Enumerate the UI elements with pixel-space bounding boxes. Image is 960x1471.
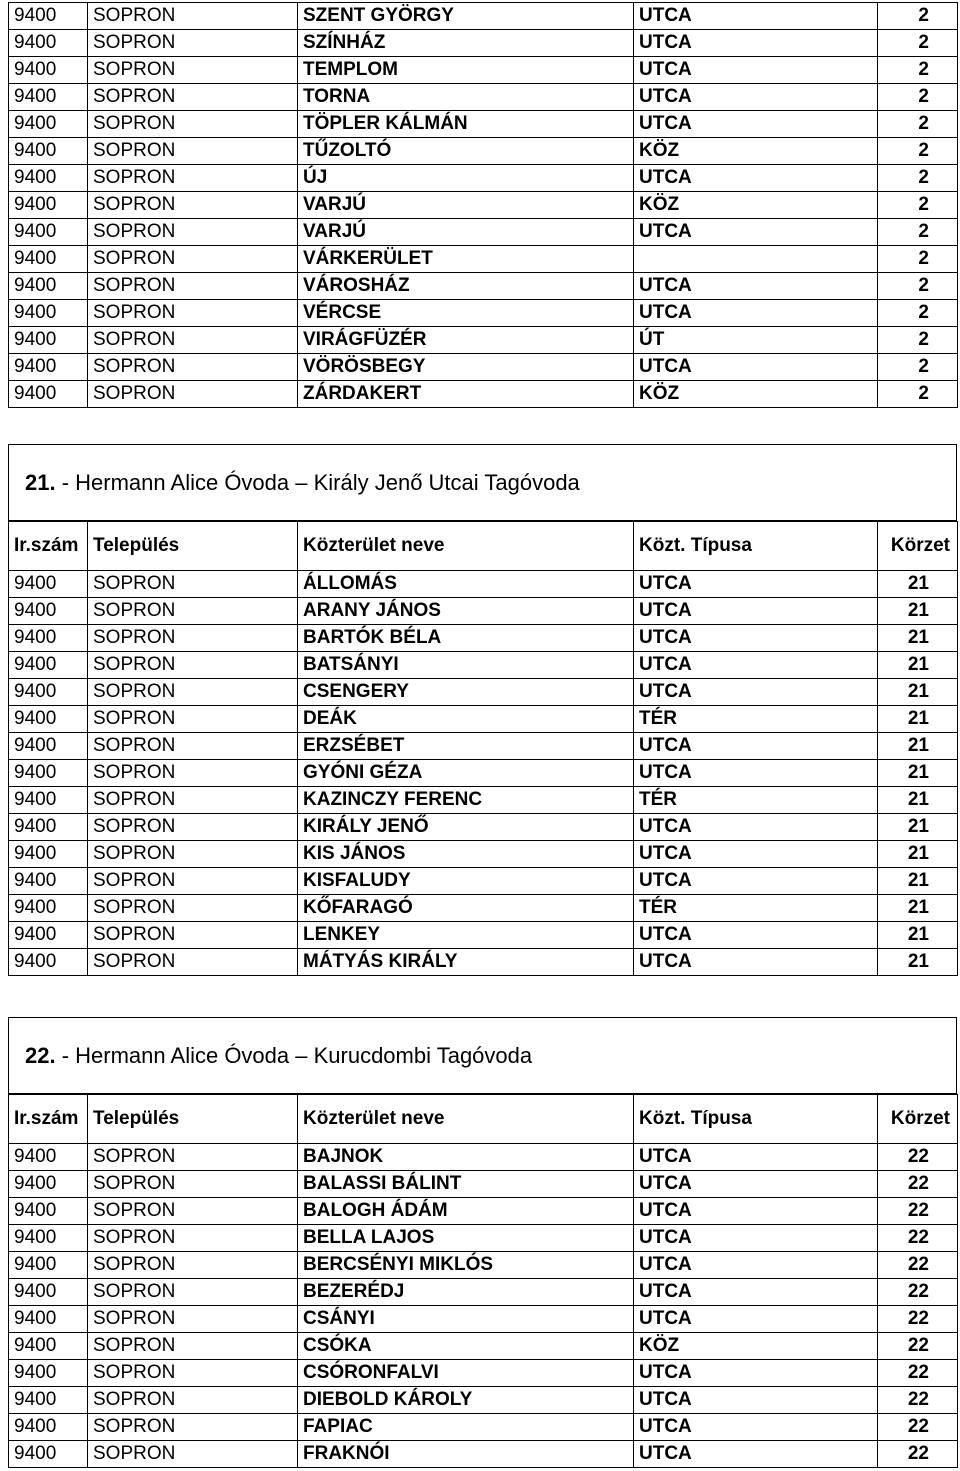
zip-cell: 9400: [9, 1171, 88, 1198]
section-22-title: [25, 1043, 532, 1069]
col-header-telepules: Település: [88, 522, 298, 571]
table-row: [9, 571, 958, 598]
district-cell: 2: [878, 165, 958, 192]
district-cell: 2: [878, 138, 958, 165]
table-row: [9, 3, 958, 30]
city-cell: SOPRON: [88, 1198, 298, 1225]
district-cell: 21: [878, 625, 958, 652]
zip-cell: 9400: [9, 1144, 88, 1171]
city-cell: SOPRON: [88, 354, 298, 381]
section-22-title-text: - Hermann Alice Óvoda – Kurucdombi Tagóvoda: [55, 1043, 533, 1068]
table-row: [9, 1279, 958, 1306]
city-cell: SOPRON: [88, 922, 298, 949]
district-cell: 22: [878, 1387, 958, 1414]
street-type-cell: UTCA: [634, 814, 878, 841]
district-cell: 2: [878, 84, 958, 111]
street-type-cell: UTCA: [634, 1360, 878, 1387]
city-cell: SOPRON: [88, 1225, 298, 1252]
street-name-cell: TEMPLOM: [298, 57, 634, 84]
city-cell: SOPRON: [88, 679, 298, 706]
district-cell: 21: [878, 895, 958, 922]
street-name-cell: VARJÚ: [298, 219, 634, 246]
table-row: [9, 1225, 958, 1252]
zip-cell: 9400: [9, 192, 88, 219]
district-cell: 22: [878, 1198, 958, 1225]
district-cell: 2: [878, 192, 958, 219]
city-cell: SOPRON: [88, 1414, 298, 1441]
city-cell: SOPRON: [88, 1171, 298, 1198]
street-type-cell: UTCA: [634, 733, 878, 760]
table-row: [9, 327, 958, 354]
district-cell: 2: [878, 327, 958, 354]
zip-cell: 9400: [9, 57, 88, 84]
street-name-cell: ARANY JÁNOS: [298, 598, 634, 625]
col-header-tipus: Közt. Típusa: [634, 522, 878, 571]
street-name-cell: BARTÓK BÉLA: [298, 625, 634, 652]
table-row: [9, 138, 958, 165]
street-name-cell: VÁRKERÜLET: [298, 246, 634, 273]
street-type-cell: UTCA: [634, 84, 878, 111]
city-cell: SOPRON: [88, 706, 298, 733]
street-name-cell: BEZERÉDJ: [298, 1279, 634, 1306]
zip-cell: 9400: [9, 1252, 88, 1279]
zip-cell: 9400: [9, 111, 88, 138]
zip-cell: 9400: [9, 841, 88, 868]
city-cell: SOPRON: [88, 192, 298, 219]
table-row: [9, 1441, 958, 1468]
street-name-cell: CSENGERY: [298, 679, 634, 706]
table-row: [9, 1387, 958, 1414]
city-cell: SOPRON: [88, 625, 298, 652]
street-type-cell: KÖZ: [634, 381, 878, 408]
district-cell: 2: [878, 111, 958, 138]
street-type-cell: UTCA: [634, 841, 878, 868]
section-20-rows: [9, 3, 958, 408]
city-cell: SOPRON: [88, 246, 298, 273]
zip-cell: 9400: [9, 246, 88, 273]
table-row: [9, 1414, 958, 1441]
district-cell: 22: [878, 1306, 958, 1333]
table-row: [9, 30, 958, 57]
street-name-cell: GYÓNI GÉZA: [298, 760, 634, 787]
district-cell: 21: [878, 868, 958, 895]
street-name-cell: BALOGH ÁDÁM: [298, 1198, 634, 1225]
street-type-cell: UTCA: [634, 354, 878, 381]
street-name-cell: VARJÚ: [298, 192, 634, 219]
city-cell: SOPRON: [88, 1360, 298, 1387]
district-cell: 22: [878, 1441, 958, 1468]
street-type-cell: UTCA: [634, 922, 878, 949]
district-cell: 21: [878, 598, 958, 625]
city-cell: SOPRON: [88, 1252, 298, 1279]
zip-cell: 9400: [9, 138, 88, 165]
district-cell: 22: [878, 1333, 958, 1360]
zip-cell: 9400: [9, 598, 88, 625]
district-cell: 21: [878, 787, 958, 814]
table-row: [9, 1306, 958, 1333]
table-row: [9, 598, 958, 625]
district-cell: 2: [878, 219, 958, 246]
district-cell: 2: [878, 354, 958, 381]
city-cell: SOPRON: [88, 814, 298, 841]
district-cell: 2: [878, 30, 958, 57]
city-cell: SOPRON: [88, 787, 298, 814]
district-cell: 21: [878, 949, 958, 976]
street-name-cell: FRAKNÓI: [298, 1441, 634, 1468]
city-cell: SOPRON: [88, 1333, 298, 1360]
district-cell: 21: [878, 841, 958, 868]
street-type-cell: UTCA: [634, 273, 878, 300]
section-22-number: 22.: [25, 1043, 56, 1068]
zip-cell: 9400: [9, 1279, 88, 1306]
street-type-cell: UTCA: [634, 3, 878, 30]
zip-cell: 9400: [9, 1198, 88, 1225]
zip-cell: 9400: [9, 625, 88, 652]
table-row: [9, 814, 958, 841]
district-cell: 21: [878, 760, 958, 787]
street-type-cell: UTCA: [634, 1198, 878, 1225]
table-row: [9, 949, 958, 976]
district-cell: 21: [878, 679, 958, 706]
city-cell: SOPRON: [88, 381, 298, 408]
section-22-title-box: [8, 1017, 957, 1094]
street-type-cell: TÉR: [634, 787, 878, 814]
street-name-cell: KIS JÁNOS: [298, 841, 634, 868]
table-row: [9, 300, 958, 327]
street-type-cell: UTCA: [634, 1279, 878, 1306]
table-row: [9, 922, 958, 949]
col-header-irszam: Ir.szám: [9, 1095, 88, 1144]
zip-cell: 9400: [9, 922, 88, 949]
zip-cell: 9400: [9, 1225, 88, 1252]
street-name-cell: DIEBOLD KÁROLY: [298, 1387, 634, 1414]
street-name-cell: CSÓKA: [298, 1333, 634, 1360]
district-cell: 22: [878, 1225, 958, 1252]
street-type-cell: UTCA: [634, 679, 878, 706]
city-cell: SOPRON: [88, 138, 298, 165]
street-name-cell: ÁLLOMÁS: [298, 571, 634, 598]
col-header-korzet: Körzet: [878, 522, 958, 571]
city-cell: SOPRON: [88, 165, 298, 192]
zip-cell: 9400: [9, 706, 88, 733]
street-name-cell: MÁTYÁS KIRÁLY: [298, 949, 634, 976]
street-name-cell: ERZSÉBET: [298, 733, 634, 760]
street-name-cell: TORNA: [298, 84, 634, 111]
col-header-kozterulet: Közterület neve: [298, 1095, 634, 1144]
street-type-cell: UTCA: [634, 1306, 878, 1333]
table-row: [9, 273, 958, 300]
street-type-cell: KÖZ: [634, 1333, 878, 1360]
zip-cell: 9400: [9, 1387, 88, 1414]
table-row: [9, 787, 958, 814]
city-cell: SOPRON: [88, 1279, 298, 1306]
district-cell: 22: [878, 1171, 958, 1198]
table-row: [9, 354, 958, 381]
district-cell: 21: [878, 733, 958, 760]
table-row: [9, 1252, 958, 1279]
street-name-cell: CSÁNYI: [298, 1306, 634, 1333]
table-row: [9, 84, 958, 111]
table-row: [9, 1171, 958, 1198]
district-cell: 2: [878, 57, 958, 84]
zip-cell: 9400: [9, 949, 88, 976]
table-row: [9, 706, 958, 733]
district-cell: 22: [878, 1279, 958, 1306]
street-type-cell: UTCA: [634, 949, 878, 976]
city-cell: SOPRON: [88, 57, 298, 84]
street-name-cell: KISFALUDY: [298, 868, 634, 895]
street-name-cell: SZENT GYÖRGY: [298, 3, 634, 30]
city-cell: SOPRON: [88, 1306, 298, 1333]
street-name-cell: VÖRÖSBEGY: [298, 354, 634, 381]
zip-cell: 9400: [9, 1360, 88, 1387]
city-cell: SOPRON: [88, 273, 298, 300]
section-22-rows: [9, 1144, 958, 1468]
zip-cell: 9400: [9, 30, 88, 57]
street-type-cell: UTCA: [634, 1414, 878, 1441]
city-cell: SOPRON: [88, 300, 298, 327]
city-cell: SOPRON: [88, 327, 298, 354]
street-name-cell: SZÍNHÁZ: [298, 30, 634, 57]
table-row: [9, 246, 958, 273]
district-cell: 21: [878, 706, 958, 733]
zip-cell: 9400: [9, 327, 88, 354]
col-header-irszam: Ir.szám: [9, 522, 88, 571]
street-type-cell: UTCA: [634, 165, 878, 192]
table-row: [9, 679, 958, 706]
street-type-cell: UTCA: [634, 760, 878, 787]
street-type-cell: UTCA: [634, 1225, 878, 1252]
zip-cell: 9400: [9, 3, 88, 30]
city-cell: SOPRON: [88, 652, 298, 679]
district-cell: 22: [878, 1360, 958, 1387]
street-type-cell: TÉR: [634, 895, 878, 922]
street-type-cell: UTCA: [634, 30, 878, 57]
street-name-cell: LENKEY: [298, 922, 634, 949]
section-21-title-box: [8, 444, 957, 521]
zip-cell: 9400: [9, 571, 88, 598]
section-21-table: [8, 521, 958, 976]
city-cell: SOPRON: [88, 598, 298, 625]
street-name-cell: BATSÁNYI: [298, 652, 634, 679]
city-cell: SOPRON: [88, 760, 298, 787]
street-type-cell: UTCA: [634, 111, 878, 138]
col-header-telepules: Település: [88, 1095, 298, 1144]
street-type-cell: KÖZ: [634, 138, 878, 165]
col-header-kozterulet: Közterület neve: [298, 522, 634, 571]
city-cell: SOPRON: [88, 84, 298, 111]
district-cell: 2: [878, 381, 958, 408]
zip-cell: 9400: [9, 219, 88, 246]
zip-cell: 9400: [9, 165, 88, 192]
zip-cell: 9400: [9, 354, 88, 381]
district-cell: 21: [878, 571, 958, 598]
city-cell: SOPRON: [88, 111, 298, 138]
zip-cell: 9400: [9, 868, 88, 895]
district-cell: 2: [878, 3, 958, 30]
district-cell: 2: [878, 273, 958, 300]
district-cell: 22: [878, 1252, 958, 1279]
zip-cell: 9400: [9, 84, 88, 111]
city-cell: SOPRON: [88, 1144, 298, 1171]
street-type-cell: UTCA: [634, 625, 878, 652]
district-cell: 21: [878, 922, 958, 949]
table-row: [9, 733, 958, 760]
street-type-cell: [634, 246, 878, 273]
district-cell: 22: [878, 1414, 958, 1441]
table-row: [9, 111, 958, 138]
city-cell: SOPRON: [88, 841, 298, 868]
district-cell: 2: [878, 300, 958, 327]
street-name-cell: TÖPLER KÁLMÁN: [298, 111, 634, 138]
street-type-cell: TÉR: [634, 706, 878, 733]
city-cell: SOPRON: [88, 868, 298, 895]
street-type-cell: UTCA: [634, 652, 878, 679]
table-row: [9, 895, 958, 922]
zip-cell: 9400: [9, 1306, 88, 1333]
street-name-cell: VÉRCSE: [298, 300, 634, 327]
city-cell: SOPRON: [88, 571, 298, 598]
district-cell: 2: [878, 246, 958, 273]
street-type-cell: ÚT: [634, 327, 878, 354]
section-22-table: [8, 1094, 958, 1468]
table-row: [9, 192, 958, 219]
zip-cell: 9400: [9, 300, 88, 327]
zip-cell: 9400: [9, 895, 88, 922]
zip-cell: 9400: [9, 273, 88, 300]
table-row: [9, 1198, 958, 1225]
city-cell: SOPRON: [88, 1441, 298, 1468]
street-name-cell: FAPIAC: [298, 1414, 634, 1441]
table-row: [9, 841, 958, 868]
district-cell: 21: [878, 652, 958, 679]
city-cell: SOPRON: [88, 949, 298, 976]
table-row: [9, 1333, 958, 1360]
table-row: [9, 625, 958, 652]
street-type-cell: UTCA: [634, 598, 878, 625]
zip-cell: 9400: [9, 1414, 88, 1441]
section-20-table: [8, 2, 958, 408]
section-21-rows: [9, 571, 958, 976]
city-cell: SOPRON: [88, 3, 298, 30]
street-type-cell: UTCA: [634, 1387, 878, 1414]
col-header-korzet: Körzet: [878, 1095, 958, 1144]
zip-cell: 9400: [9, 787, 88, 814]
street-name-cell: BELLA LAJOS: [298, 1225, 634, 1252]
table-row: [9, 652, 958, 679]
section-21-header-row: [9, 522, 958, 571]
section-21-title: [25, 470, 580, 496]
city-cell: SOPRON: [88, 219, 298, 246]
street-name-cell: KIRÁLY JENŐ: [298, 814, 634, 841]
city-cell: SOPRON: [88, 1387, 298, 1414]
zip-cell: 9400: [9, 679, 88, 706]
section-22-header-row: [9, 1095, 958, 1144]
street-type-cell: KÖZ: [634, 192, 878, 219]
street-type-cell: UTCA: [634, 571, 878, 598]
col-header-tipus: Közt. Típusa: [634, 1095, 878, 1144]
street-type-cell: UTCA: [634, 1252, 878, 1279]
zip-cell: 9400: [9, 733, 88, 760]
city-cell: SOPRON: [88, 733, 298, 760]
street-type-cell: UTCA: [634, 868, 878, 895]
street-type-cell: UTCA: [634, 219, 878, 246]
zip-cell: 9400: [9, 814, 88, 841]
street-name-cell: TŰZOLTÓ: [298, 138, 634, 165]
street-name-cell: BERCSÉNYI MIKLÓS: [298, 1252, 634, 1279]
zip-cell: 9400: [9, 381, 88, 408]
street-type-cell: UTCA: [634, 1171, 878, 1198]
city-cell: SOPRON: [88, 30, 298, 57]
table-row: [9, 868, 958, 895]
table-row: [9, 57, 958, 84]
street-name-cell: DEÁK: [298, 706, 634, 733]
street-name-cell: CSÓRONFALVI: [298, 1360, 634, 1387]
table-row: [9, 165, 958, 192]
table-row: [9, 381, 958, 408]
zip-cell: 9400: [9, 760, 88, 787]
street-name-cell: VÁROSHÁZ: [298, 273, 634, 300]
section-21-number: 21.: [25, 470, 56, 495]
street-type-cell: UTCA: [634, 57, 878, 84]
district-cell: 22: [878, 1144, 958, 1171]
city-cell: SOPRON: [88, 895, 298, 922]
street-name-cell: BALASSI BÁLINT: [298, 1171, 634, 1198]
section-21-title-text: - Hermann Alice Óvoda – Király Jenő Utcai Tagóvoda: [55, 470, 580, 495]
table-row: [9, 760, 958, 787]
street-type-cell: UTCA: [634, 300, 878, 327]
street-name-cell: BAJNOK: [298, 1144, 634, 1171]
zip-cell: 9400: [9, 652, 88, 679]
street-name-cell: VIRÁGFÜZÉR: [298, 327, 634, 354]
street-name-cell: KAZINCZY FERENC: [298, 787, 634, 814]
district-cell: 21: [878, 814, 958, 841]
street-name-cell: ZÁRDAKERT: [298, 381, 634, 408]
zip-cell: 9400: [9, 1441, 88, 1468]
street-type-cell: UTCA: [634, 1144, 878, 1171]
table-row: [9, 219, 958, 246]
zip-cell: 9400: [9, 1333, 88, 1360]
table-row: [9, 1360, 958, 1387]
table-row: [9, 1144, 958, 1171]
street-name-cell: KŐFARAGÓ: [298, 895, 634, 922]
street-type-cell: UTCA: [634, 1441, 878, 1468]
street-name-cell: ÚJ: [298, 165, 634, 192]
